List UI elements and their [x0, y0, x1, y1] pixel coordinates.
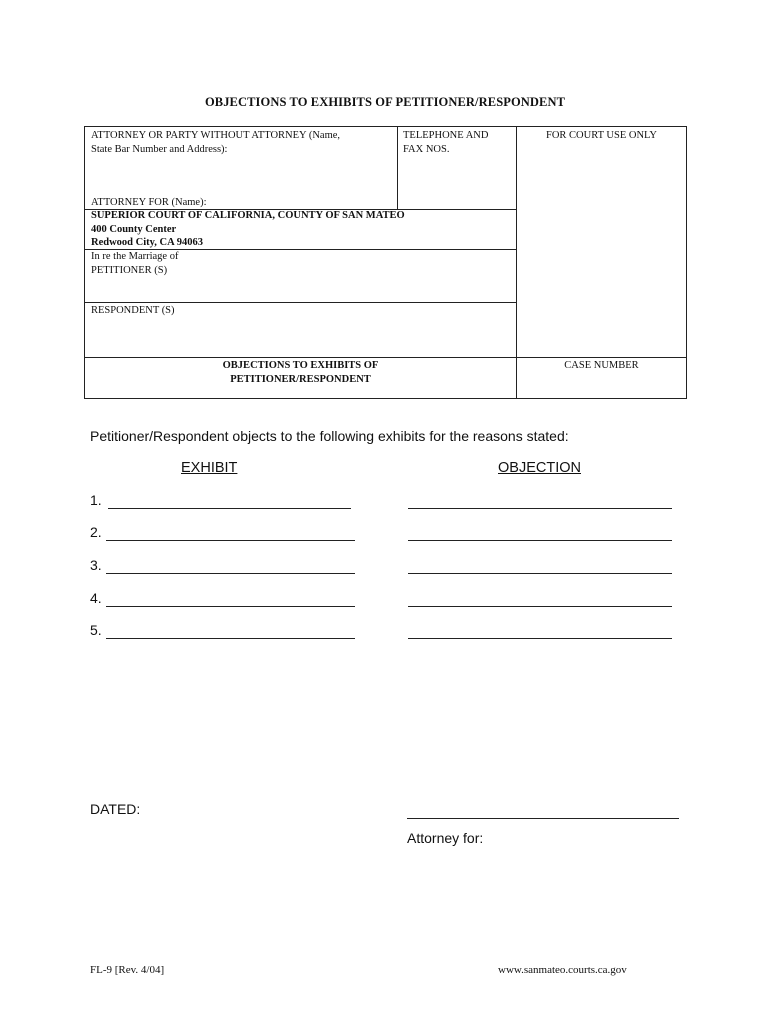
- petitioner-labels: [91, 250, 178, 277]
- telephone-label-line2: FAX NOS.: [403, 144, 450, 155]
- court-name: SUPERIOR COURT OF CALIFORNIA, COUNTY OF SAN MATEO: [91, 210, 405, 221]
- doc-title-line2: PETITIONER/RESPONDENT: [230, 373, 371, 385]
- attorney-label-line2: State Bar Number and Address):: [91, 144, 228, 155]
- form-title: OBJECTIONS TO EXHIBITS OF PETITIONER/RESPONDENT: [204, 95, 566, 109]
- objection-line-5[interactable]: [408, 638, 672, 639]
- row-number-2: 2.: [90, 524, 102, 540]
- signature-line[interactable]: [407, 818, 679, 819]
- exhibit-line-4[interactable]: [106, 606, 355, 607]
- row-number-4: 4.: [90, 590, 102, 606]
- row-number-5: 5.: [90, 622, 102, 638]
- objection-line-2[interactable]: [408, 540, 672, 541]
- attorney-label: [91, 129, 340, 157]
- dated-label: DATED:: [90, 801, 141, 817]
- case-number-label: CASE NUMBER: [564, 360, 639, 371]
- objection-line-3[interactable]: [408, 573, 672, 574]
- marriage-label: In re the Marriage of: [91, 251, 179, 262]
- row-number-1: 1.: [90, 492, 102, 508]
- telephone-label-line1: TELEPHONE AND: [403, 130, 489, 141]
- attorney-label-line1: ATTORNEY OR PARTY WITHOUT ATTORNEY (Name,: [91, 130, 341, 141]
- respondent-label: RESPONDENT (S): [91, 305, 175, 316]
- court-website: www.sanmateo.courts.ca.gov: [498, 964, 627, 976]
- exhibit-line-3[interactable]: [106, 573, 355, 574]
- doc-title: [84, 359, 517, 386]
- court-use-field: [516, 126, 687, 358]
- court-city: Redwood City, CA 94063: [91, 237, 204, 248]
- objection-line-4[interactable]: [408, 606, 672, 607]
- attorney-for-label: ATTORNEY FOR (Name):: [91, 197, 207, 208]
- telephone-label: [403, 129, 488, 157]
- exhibit-line-2[interactable]: [106, 540, 355, 541]
- exhibit-header: EXHIBIT: [181, 460, 238, 476]
- attorney-for-signature-label: Attorney for:: [407, 830, 484, 846]
- objection-line-1[interactable]: [408, 508, 672, 509]
- row-number-3: 3.: [90, 557, 102, 573]
- exhibit-line-5[interactable]: [106, 638, 355, 639]
- objection-statement: Petitioner/Respondent objects to the following exhibits for the reasons stated:: [90, 428, 569, 444]
- court-use-label: FOR COURT USE ONLY: [545, 130, 657, 141]
- form-id: FL-9 [Rev. 4/04]: [90, 964, 165, 976]
- court-address: [91, 209, 405, 250]
- doc-title-line1: OBJECTIONS TO EXHIBITS OF: [222, 360, 379, 371]
- court-street: 400 County Center: [91, 223, 177, 235]
- petitioner-label: PETITIONER (S): [91, 264, 168, 276]
- objection-header: OBJECTION: [498, 460, 581, 476]
- exhibit-line-1[interactable]: [108, 508, 351, 509]
